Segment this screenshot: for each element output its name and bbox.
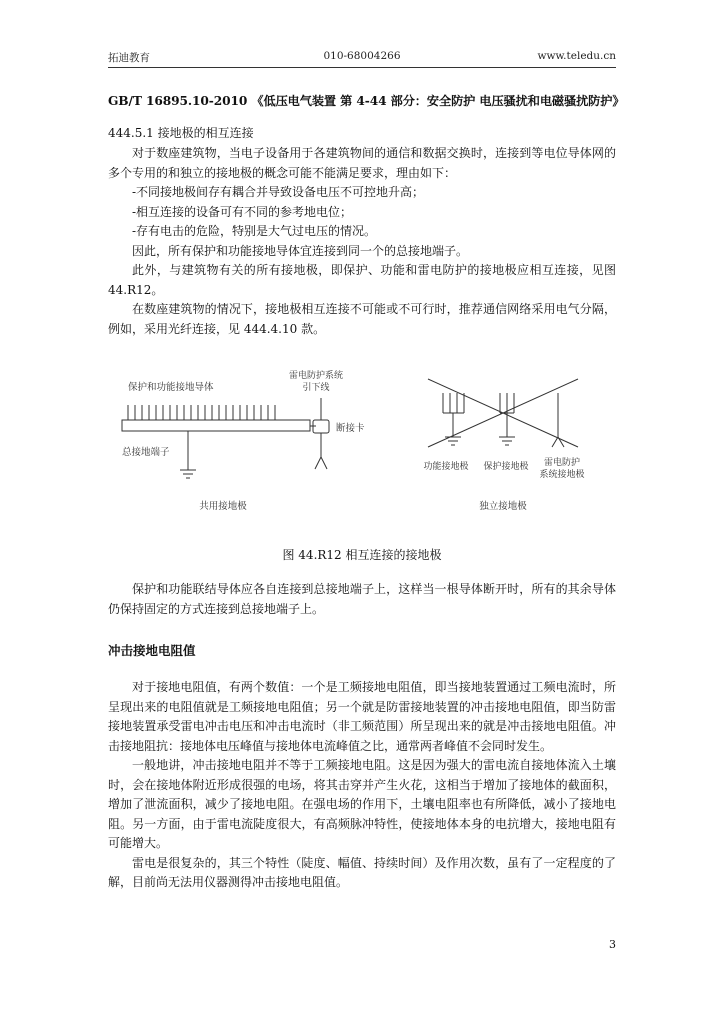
section-heading: 444.5.1 接地极的相互连接	[108, 126, 254, 140]
label-pf-conductor: 保护和功能接地导体	[128, 382, 214, 393]
paragraph: 在数座建筑物的情况下，接地极相互连接不可能或不可行时，推荐通信网络采用电气分隔，例如，采用光纤连接，见 444.4.10 款。	[108, 302, 616, 336]
label-independent-electrode: 独立接地极	[479, 501, 527, 512]
after-figure-text	[108, 580, 616, 619]
conductor-ticks	[128, 405, 275, 420]
paragraph: 因此，所有保护和功能接地导体宜连接到同一个的总接地端子。	[132, 243, 469, 258]
page-number: 3	[609, 938, 616, 951]
paragraph: 对于接地电阻值，有两个数值：一个是工频接地电阻值，即当接地装置通过工频电流时，所呈现出来的电阻值就是工频接地电阻值；另一个就是防雷接地装置的冲击接地电阻值，即当防雷接地装置承受雷电冲击电压和冲击电流时（非工频范围）所呈现出来的就是冲击接地电阻值。冲击接地阻抗：接地体电压峰值与接地体电流峰值之比，通常两者峰值不会同时发生。	[108, 680, 616, 753]
bullet-item: -存有电击的危险，特别是大气过电压的情况。	[132, 224, 377, 238]
label-main-terminal: 总接地端子	[122, 447, 170, 458]
page-header	[108, 50, 616, 66]
label-lp-electrode-2: 系统接地极	[539, 470, 585, 480]
paragraph: 雷电是很复杂的，其三个特性（陡度、幅值、持续时间）及作用次数，虽有了一定程度的了解，目前尚无法用仪器测得冲击接地电阻值。	[108, 855, 616, 889]
earthing-diagram	[108, 365, 618, 515]
earthing-figure	[108, 365, 618, 515]
paragraph: 对于数座建筑物，当电子设备用于各建筑物间的通信和数据交换时，连接到等电位导体网的多个专用的和独立的接地极的概念可能不能满足要求，理由如下：	[108, 146, 616, 180]
label-lp-electrode-1: 雷电防护	[543, 458, 581, 468]
section-heading-impulse: 冲击接地电阻值	[108, 643, 196, 658]
header-website: www.teledu.cn	[537, 50, 616, 62]
label-functional-electrode: 功能接地极	[423, 462, 469, 472]
bullet-item: -不同接地极间存有耦合并导致设备电压不可控地升高；	[132, 185, 425, 199]
paragraph: 一般地讲，冲击接地电阻并不等于工频接地电阻。这是因为强大的雷电流自接地体流入土壤时，会在接地体附近形成很强的电场，将其击穿并产生火花，这相当于增加了接地体的截面积，增加了泄流面积，减少了接地电阻。在强电场的作用下，土壤电阻率也有所降低，减小了接地电阻。另一方面，由于雷电流陡度很大，有高频脉冲特性，使接地体本身的电抗增大，接地电阻有可能增大。	[108, 758, 616, 850]
label-lp-downconductor: 引下线	[302, 383, 330, 393]
impulse-section-body	[108, 678, 616, 893]
ground-symbol	[180, 470, 196, 478]
label-common-electrode: 共用接地极	[199, 501, 247, 512]
independent-electrodes	[428, 379, 578, 447]
earth-electrode-symbol	[315, 457, 327, 469]
label-lp-system: 雷电防护系统	[288, 371, 344, 381]
header-divider	[108, 67, 616, 68]
paragraph: 保护和功能联结导体应各自连接到总接地端子上，这样当一根导体断开时，所有的其余导体仍保持固定的方式连接到总接地端子上。	[108, 582, 616, 616]
document-title: GB/T 16895.10-2010 《低压电气装置 第 4-44 部分：安全防护 电压骚扰和电磁骚扰防护》	[108, 94, 625, 108]
section-body	[108, 144, 616, 339]
header-org: 拓迪教育	[108, 52, 150, 64]
label-protective-electrode: 保护接地极	[483, 462, 529, 472]
figure-caption: 图 44.R12 相互连接的接地极	[282, 548, 442, 562]
paragraph: 此外，与建筑物有关的所有接地极，即保护、功能和雷电防护的接地极应相互连接，见图 44.R12。	[108, 263, 616, 297]
earthing-busbar	[122, 420, 310, 431]
bullet-item: -相互连接的设备可有不同的参考地电位；	[132, 204, 353, 219]
label-disconnect: 断接卡	[336, 423, 365, 434]
header-phone: 010-68004266	[323, 50, 401, 62]
